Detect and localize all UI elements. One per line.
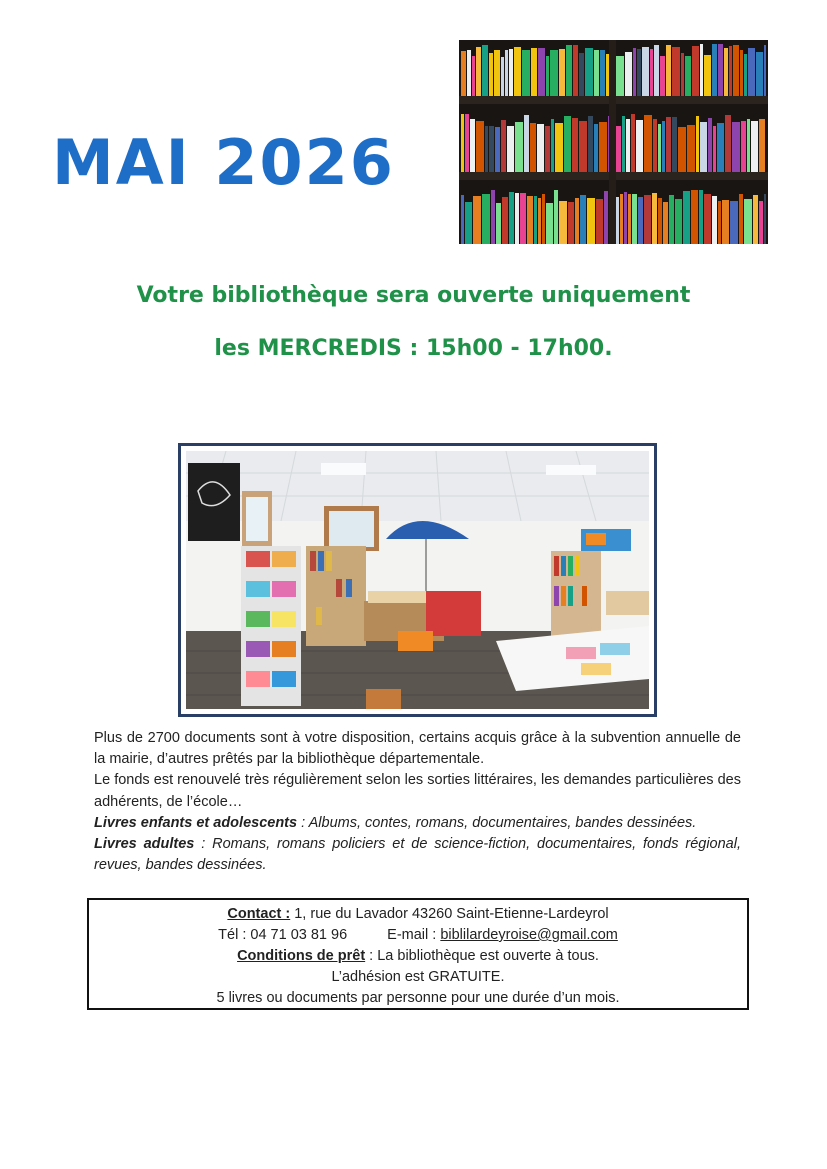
book-spine (759, 119, 765, 172)
collection-size-paragraph: Plus de 2700 documents sont à votre disposition, certains acquis grâce à la subvention annuelle de la mairie, d’autres prêtés par la bibliothèque départementale. (94, 730, 741, 768)
email-label: E-mail : (387, 927, 441, 943)
book-spine (467, 50, 471, 96)
book-spine (626, 119, 630, 172)
book-spine (747, 119, 750, 172)
book-spine (696, 116, 699, 172)
book-spine (502, 197, 508, 244)
book-spine (669, 195, 674, 244)
book-spine (717, 123, 724, 172)
contact-box (87, 898, 749, 1010)
opening-notice-line1: Votre bibliothèque sera ouverte uniquement (136, 283, 691, 308)
book-spine (672, 117, 677, 172)
book-spine (489, 126, 494, 172)
book-spine (764, 194, 766, 244)
book-spine (692, 46, 699, 96)
book-spine (600, 50, 605, 96)
membership-line: L’adhésion est GRATUITE. (331, 969, 505, 985)
book-spine (718, 201, 721, 244)
book-spine (675, 199, 682, 244)
book-spine (482, 194, 490, 244)
book-spine (555, 123, 563, 172)
book-spine (550, 50, 558, 96)
book-spine (662, 121, 665, 172)
book-spine (650, 49, 653, 96)
book-spine (700, 44, 703, 96)
adult-books-text: : Romans, romans policiers et de science-fiction, documentaires, fonds régional, revues, bandes dessinées. (94, 836, 741, 874)
book-spine (644, 195, 651, 244)
book-spine (489, 53, 493, 96)
book-spine (616, 126, 621, 172)
book-spine (501, 57, 504, 96)
book-spine (542, 194, 545, 244)
collection-renewal-paragraph: Le fonds est renouvelé très régulièrement selon les sorties littéraires, les demandes particulières des adhérents, de l’école… (94, 772, 741, 810)
book-spine (537, 124, 544, 172)
book-spine (515, 122, 523, 172)
book-spine (568, 202, 574, 244)
book-spine (538, 198, 541, 244)
book-spine (724, 48, 728, 96)
book-spine (476, 47, 481, 96)
book-spine (509, 192, 514, 244)
conditions-text: : La bibliothèque est ouverte à tous. (365, 948, 599, 964)
book-spine (712, 44, 717, 96)
book-spine (564, 116, 571, 172)
book-spine (551, 119, 554, 172)
book-spine (509, 49, 513, 96)
book-spine (495, 127, 500, 172)
book-spine (744, 54, 747, 96)
book-spine (666, 117, 671, 172)
book-spine (759, 201, 763, 244)
loan-rule-line: 5 livres ou documents par personne pour une durée d’un mois. (216, 990, 620, 1006)
book-spine (530, 123, 536, 172)
book-spine (741, 121, 746, 172)
adult-books-line (94, 834, 741, 876)
book-spine (672, 47, 680, 96)
book-spine (624, 192, 627, 244)
kids-books-label: Livres enfants et adolescents (94, 814, 298, 831)
book-spine (753, 195, 758, 244)
book-spine (524, 115, 529, 172)
contact-address-line (97, 904, 739, 925)
book-spine (515, 193, 519, 244)
kids-books-text: : Albums, contes, romans, documentaires, bandes dessinées. (297, 814, 697, 831)
book-spine (482, 45, 488, 96)
book-spine (507, 126, 514, 172)
book-spine (756, 52, 763, 96)
conditions-label: Conditions de prêt (237, 948, 366, 964)
contact-label: Contact : (227, 906, 291, 922)
book-spine (522, 50, 530, 96)
book-spine (559, 49, 565, 96)
book-spine (658, 198, 662, 244)
book-spine (631, 114, 635, 172)
book-spine (465, 202, 472, 244)
book-spine (470, 119, 475, 172)
adult-books-label: Livres adultes (94, 836, 195, 853)
book-spine (514, 47, 521, 96)
book-spine (534, 196, 537, 244)
book-spine (461, 195, 464, 244)
book-spine (718, 44, 723, 96)
book-spine (685, 56, 691, 96)
book-spine (713, 126, 716, 172)
book-spine (575, 198, 579, 244)
book-spine (687, 125, 695, 172)
book-spine (494, 50, 500, 96)
book-spine (653, 119, 657, 172)
book-spine (644, 115, 652, 172)
library-description (94, 728, 741, 876)
book-spine (683, 191, 690, 244)
library-room-photo (178, 443, 657, 717)
book-spine (527, 196, 533, 244)
book-spine (559, 201, 567, 244)
book-spine (658, 124, 661, 172)
book-spine (545, 126, 550, 172)
book-spine (764, 45, 766, 96)
book-spine (663, 202, 668, 244)
book-spine (461, 114, 464, 172)
book-spine (632, 194, 637, 244)
book-spine (740, 50, 743, 96)
book-spine (520, 193, 526, 244)
book-spine (660, 56, 665, 96)
book-spine (678, 127, 686, 172)
book-spine (699, 190, 703, 244)
book-spine (712, 196, 717, 244)
book-spine (596, 199, 603, 244)
book-spine (546, 203, 553, 244)
book-spine (622, 116, 625, 172)
book-spine (573, 45, 578, 96)
book-spine (708, 118, 712, 172)
book-spine (729, 46, 732, 96)
contact-address: 1, rue du Lavador 43260 Saint-Etienne-Lardeyrol (290, 906, 609, 922)
book-spine (585, 48, 593, 96)
book-spine (554, 190, 558, 244)
book-spine (652, 193, 657, 244)
kids-books-line (94, 813, 741, 834)
book-spine (465, 114, 469, 172)
book-spine (473, 196, 481, 244)
book-spine (637, 49, 641, 96)
book-spine (587, 198, 595, 244)
book-spine (572, 118, 578, 172)
library-interior-illustration (186, 451, 649, 709)
book-spine (638, 197, 643, 244)
book-spine (616, 56, 624, 96)
book-spine (704, 55, 711, 96)
loan-conditions-line (97, 946, 739, 967)
bookshelf-illustration (459, 40, 768, 244)
book-spine (628, 194, 631, 244)
book-spine (472, 56, 475, 96)
book-spine (496, 203, 501, 244)
book-spine (476, 121, 484, 172)
book-spine (744, 199, 752, 244)
book-spine (633, 48, 636, 96)
book-spine (666, 45, 671, 96)
book-spine (485, 126, 488, 172)
book-spine (546, 56, 549, 96)
book-spine (580, 195, 586, 244)
book-spine (505, 50, 508, 96)
page-title: MAI 2026 (52, 126, 395, 199)
book-spine (642, 47, 649, 96)
book-spine (732, 122, 740, 172)
book-spine (739, 194, 743, 244)
book-spine (594, 50, 599, 96)
contact-phone-email-line (97, 925, 739, 946)
email-link[interactable]: biblilardeyroise@gmail.com (440, 927, 618, 943)
book-spine (704, 194, 711, 244)
book-spine (636, 120, 643, 172)
book-spine (538, 48, 545, 96)
opening-hours-line: les MERCREDIS : 15h00 - 17h00. (214, 336, 613, 361)
book-spine (566, 45, 572, 96)
book-spine (691, 190, 698, 244)
book-spine (733, 45, 739, 96)
book-spine (604, 191, 608, 244)
book-spine (501, 120, 506, 172)
book-spine (599, 122, 607, 172)
book-spine (625, 52, 632, 96)
book-spine (620, 194, 623, 244)
book-spine (700, 122, 707, 172)
book-spine (681, 53, 684, 96)
book-spine (722, 200, 729, 244)
book-spine (730, 201, 738, 244)
book-spine (751, 121, 758, 172)
book-spine (491, 190, 495, 244)
bookshelf-image (459, 40, 768, 244)
book-spine (725, 115, 731, 172)
book-spine (594, 124, 598, 172)
book-spine (654, 45, 659, 96)
book-spine (579, 53, 584, 96)
book-spine (531, 48, 537, 96)
book-spine (588, 116, 593, 172)
book-spine (579, 121, 587, 172)
book-spine (748, 48, 755, 96)
book-spine (461, 51, 466, 96)
shelf-divider (609, 40, 616, 244)
contact-phone: Tél : 04 71 03 81 96 (218, 927, 348, 943)
